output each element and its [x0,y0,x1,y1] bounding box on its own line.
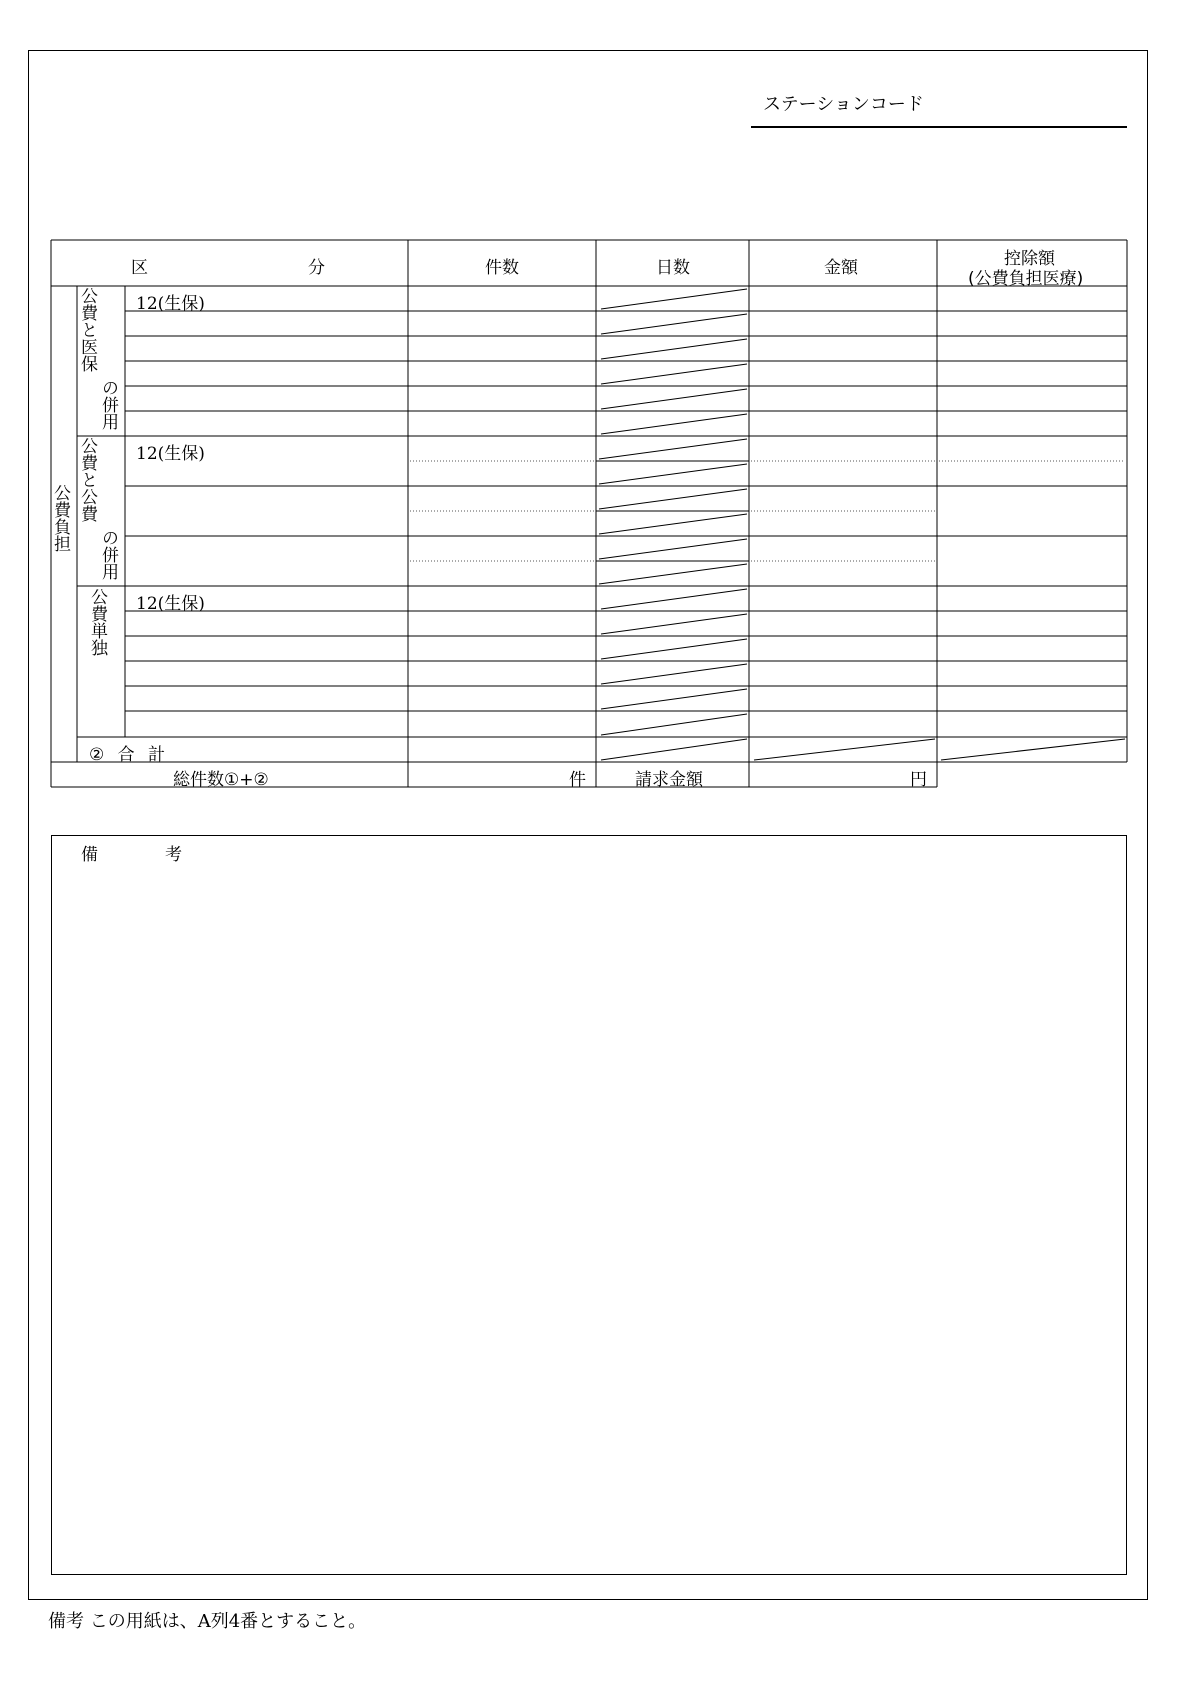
count-unit: 件 [569,770,586,790]
header-count: 件数 [485,258,519,278]
header-category-1: 区 [131,258,148,278]
billing-amount-label: 請求金額 [635,770,703,790]
remarks-box[interactable] [51,835,1127,1575]
station-code-label: ステーションコード [763,94,924,115]
group-3-label: 公費単独 [87,588,107,656]
header-amount: 金額 [824,258,858,278]
remarks-label-2: 考 [165,845,182,865]
header-category-2: 分 [308,258,325,278]
group-1-first-row-label: 12(生保) [136,294,205,314]
group-2-first-row-label: 12(生保) [136,444,205,464]
footer-note: 備考 この用紙は、A列4番とすること。 [48,1611,367,1632]
group-1-label-bottom: の併用 [98,379,118,430]
group-2-label-top: 公費と公費 [77,437,97,522]
total-count-label: 総件数①+② [173,770,269,790]
yen-unit: 円 [910,770,927,790]
remarks-label-1: 備 [81,845,98,865]
subtotal-label: ② 合 計 [89,745,166,765]
header-deduction-line1: 控除額 [1004,249,1055,269]
header-days: 日数 [656,258,690,278]
side-label-public-burden: 公費負担 [50,484,70,552]
group-3-first-row-label: 12(生保) [136,594,205,614]
group-1-label-top: 公費と医保 [77,287,97,372]
header-deduction-line2: (公費負担医療) [968,269,1084,289]
group-2-label-bottom: の併用 [98,529,118,580]
